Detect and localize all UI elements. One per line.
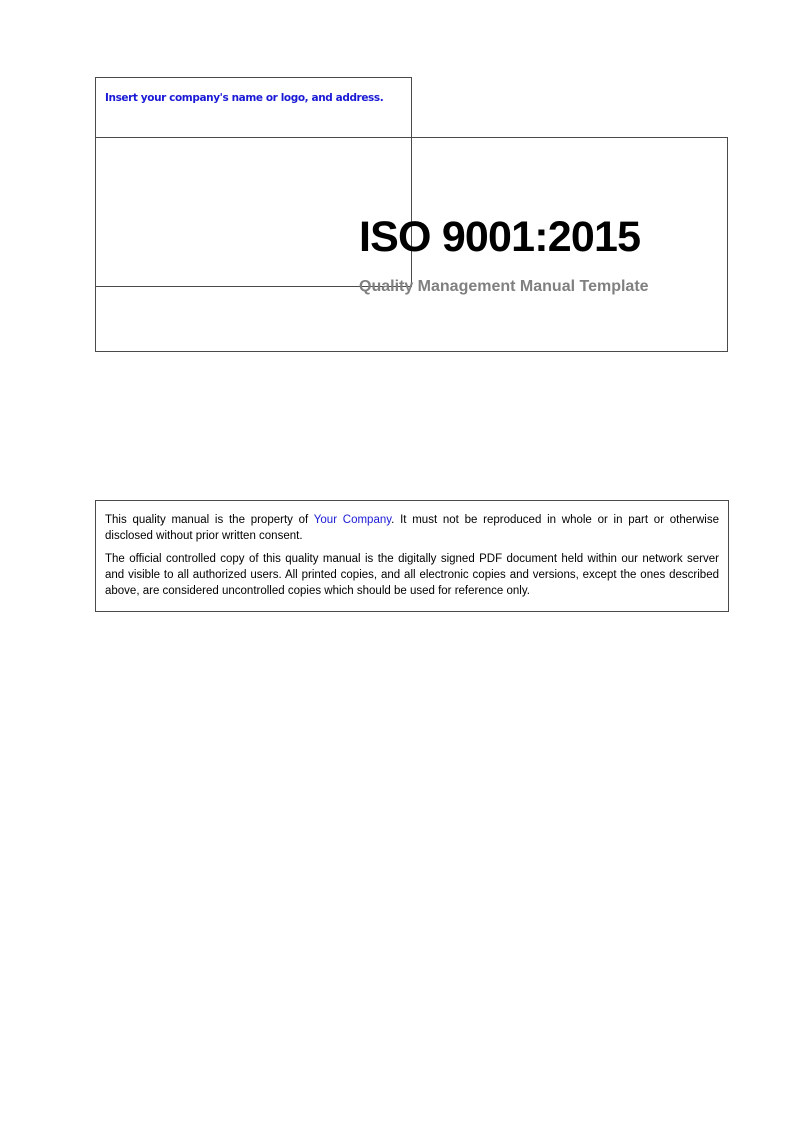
- company-name-link: Your Company: [313, 514, 392, 526]
- ownership-text-start: This quality manual is the property of: [105, 514, 314, 526]
- document-subtitle: Quality Management Manual Template: [359, 278, 649, 295]
- controlled-copy-paragraph: The official controlled copy of this quality manual is the digitally signed PDF document held within our network server and visible to all authorized users. All printed copies, and all electronic copies and versions, except the ones described above, are considered uncontrolled copies which should be used for reference only.: [105, 553, 719, 597]
- ownership-text-end: . It must not be reproduced in whole or in part or otherwise disclosed without prior written consent.: [105, 514, 719, 542]
- ownership-paragraph: [105, 512, 719, 544]
- logo-placeholder-text: Insert your company's name or logo, and address.: [105, 92, 384, 104]
- property-notice: [95, 500, 729, 612]
- document-title: ISO 9001:2015: [359, 213, 641, 261]
